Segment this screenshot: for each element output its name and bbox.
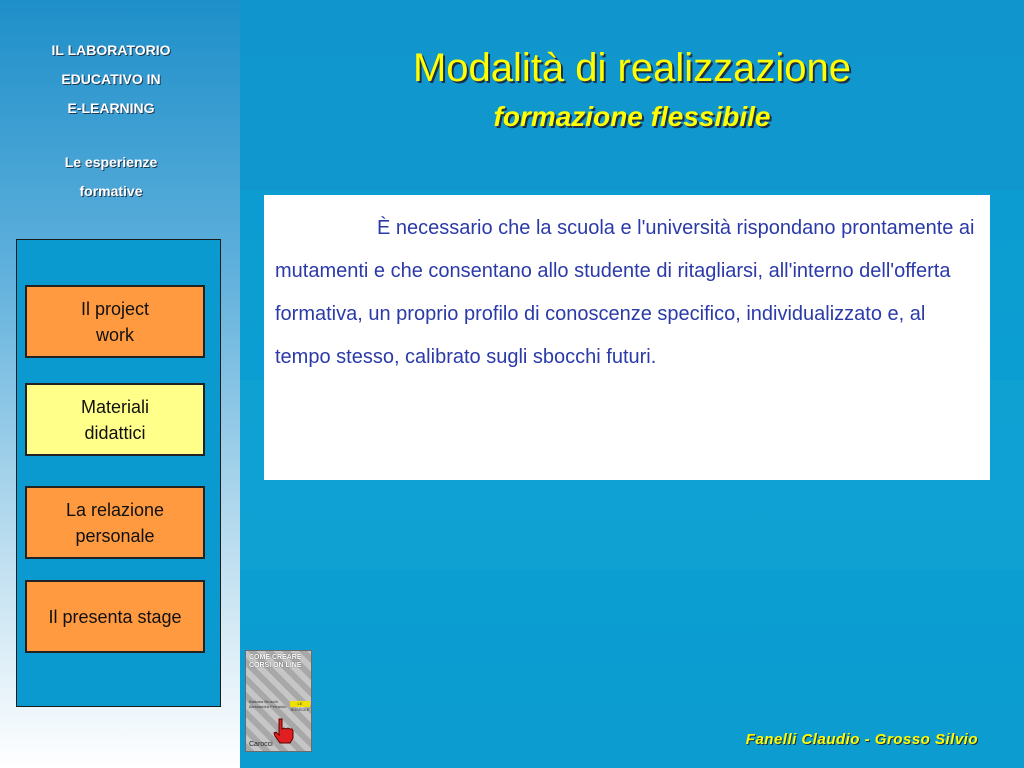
menu-button-relazione-personale[interactable]: La relazione personale — [25, 486, 205, 559]
menu-button-project-work[interactable]: Il project work — [25, 285, 205, 358]
course-section-title — [0, 148, 222, 206]
pointing-hand-icon — [271, 717, 295, 745]
background-band-top — [240, 0, 1024, 190]
course-title-line-1: IL LABORATORIO — [51, 42, 171, 58]
slide-subtitle: formazione flessibile — [493, 101, 771, 132]
book-publisher: Carocci — [249, 741, 273, 748]
content-text: È necessario che la scuola e l'università rispondano prontamente ai mutamenti e che consentano allo studente di ritagliarsi, all'interno dell'offerta formativa, un proprio profilo di conoscenze specifico, individualizzato e, al tempo stesso, calibrato sugli sbocchi futuri. — [275, 217, 975, 368]
course-title-line-2: EDUCATIVO IN — [61, 71, 161, 87]
book-title: COME CREARE CORSI ON LINE — [249, 654, 302, 669]
menu-button-materiali-didattici[interactable]: Materiali didattici — [25, 383, 205, 456]
course-section-line-2: formative — [79, 183, 143, 199]
course-title — [0, 36, 222, 123]
content-box — [264, 195, 990, 480]
book-cover-link[interactable] — [245, 650, 312, 752]
course-section-line-1: Le esperienze — [64, 154, 158, 170]
book-series-tag: LE BUSSOLE — [290, 701, 310, 712]
footer-credit: Fanelli Claudio - Grosso Silvio — [745, 731, 978, 748]
course-title-line-3: E-LEARNING — [67, 100, 155, 116]
menu-button-presenta-stage[interactable]: Il presenta stage — [25, 580, 205, 653]
slide-title: Modalità di realizzazione — [412, 46, 851, 90]
book-authors: Barbara Bruschi Alessandra Petrarulo — [249, 699, 287, 709]
